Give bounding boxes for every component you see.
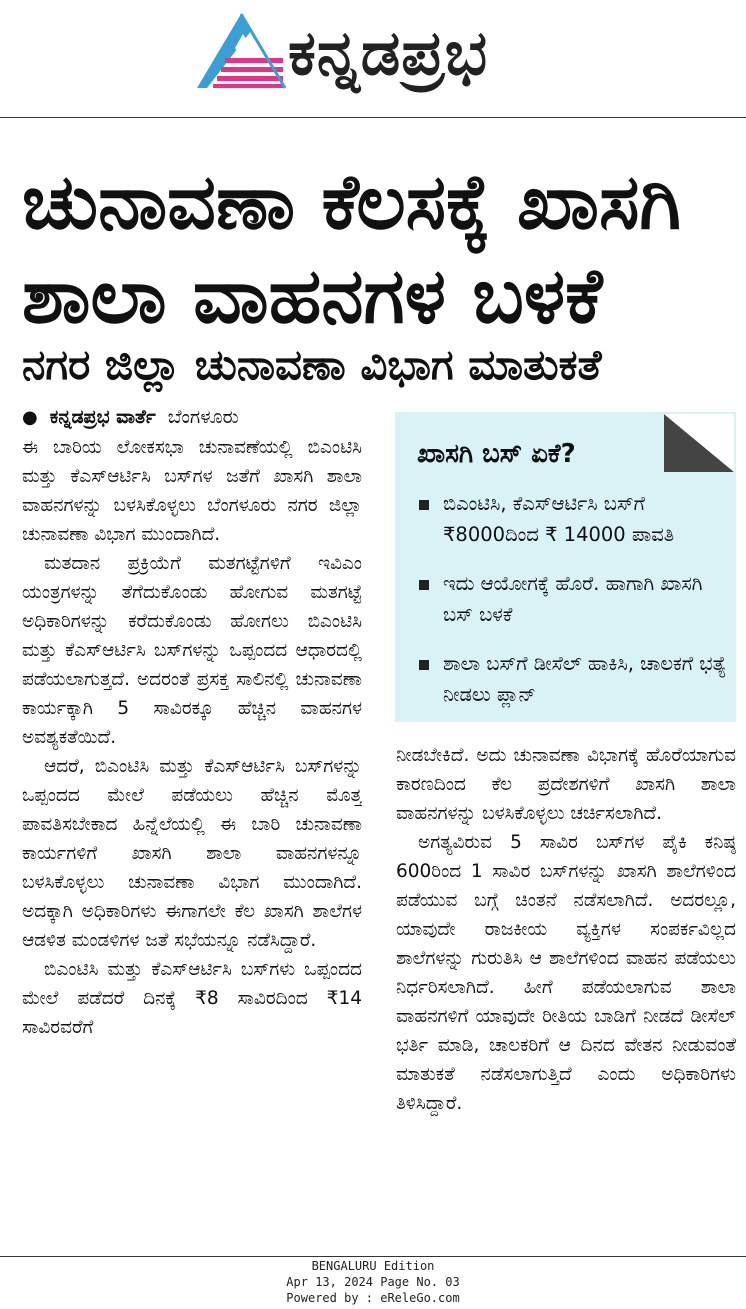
paragraph: ಮತದಾನ ಪ್ರಕ್ರಿಯೆಗೆ ಮತಗಟ್ಟೆಗಳಿಗೆ ಇವಿಎಂ ಯಂತ್ರಗಳನ್ನು ತೆಗೆದುಕೊಂಡು ಹೋಗುವ ಮತಗಟ್ಟೆ ಅಧಿಕಾರಿಗಳನ್ನು ಕರೆದುಕೊಂಡು ಹೋಗಲು ಬಿಎಂಟಿಸಿ ಮತ್ತು ಕೆಎಸ್ಆರ್ಟಿಸಿ ಬಸ್‌ಗಳನ್ನು ಒಪ್ಪಂದದ ಆಧಾರದಲ್ಲಿ ಪಡೆಯಲಾಗುತ್ತದೆ. ಅದರಂತೆ ಪ್ರಸಕ್ತ ಸಾಲಿನಲ್ಲಿ ಚುನಾವಣಾ ಕಾರ್ಯಕ್ಕಾಗಿ 5 ಸಾವಿರಕ್ಕೂ ಹೆಚ್ಚಿನ ವಾಹನಗಳ ಅವಶ್ಯಕತೆಯಿದೆ. bbox=[22, 553, 362, 748]
byline-place: ಬೆಂಗಳೂರು bbox=[167, 406, 239, 428]
sidebar-item-text: ಇದು ಆಯೋಗಕ್ಕೆ ಹೊರೆ. ಹಾಗಾಗಿ ಖಾಸಗಿ ಬಸ್ ಬಳಕೆ bbox=[443, 572, 703, 626]
list-item bbox=[417, 568, 727, 630]
paragraph: ಆದರೆ, ಬಿಎಂಟಿಸಿ ಮತ್ತು ಕೆಎಸ್ಆರ್ಟಿಸಿ ಬಸ್‌ಗಳನ್ನು ಒಪ್ಪಂದದ ಮೇಲೆ ಪಡೆಯಲು ಹೆಚ್ಚಿನ ಮೊತ್ತ ಪಾವತಿಸಬೇಕಾದ ಹಿನ್ನೆಲೆಯಲ್ಲಿ ಈ ಬಾರಿ ಚುನಾವಣಾ ಕಾರ್ಯಗಳಿಗೆ ಖಾಸಗಿ ಶಾಲಾ ವಾಹನಗಳನ್ನೂ ಬಳಸಿಕೊಳ್ಳಲು ಚುನಾವಣಾ ವಿಭಾಗ ಮುಂದಾಗಿದೆ. ಅದಕ್ಕಾಗಿ ಅಧಿಕಾರಿಗಳು ಈಗಾಗಲೇ ಕೆಲ ಖಾಸಗಿ ಶಾಲೆಗಳ ಆಡಳಿತ ಮಂಡಳಿಗಳ ಜತೆ ಸಭೆಯನ್ನೂ ನಡೆಸಿದ್ದಾರೆ. bbox=[22, 756, 362, 951]
square-bullet-icon bbox=[419, 580, 429, 590]
headline-line-2: ಶಾಲಾ ವಾಹನಗಳ ಬಳಕೆ bbox=[22, 251, 603, 340]
square-bullet-icon bbox=[419, 660, 429, 670]
paragraph: ಈ ಬಾರಿಯ ಲೋಕಸಭಾ ಚುನಾವಣೆಯಲ್ಲಿ ಬಿಎಂಟಿಸಿ ಮತ್ತು ಕೆಎಸ್ಆರ್ಟಿಸಿ ಬಸ್‌ಗಳ ಜತೆಗೆ ಖಾಸಗಿ ಶಾಲಾ ವಾಹನಗಳನ್ನು ಬಳಸಿಕೊಳ್ಳಲು ಬೆಂಗಳೂರು ನಗರ ಜಿಲ್ಲಾ ಚುನಾವಣಾ ವಿಭಾಗ ಮುಂದಾಗಿದೆ. bbox=[22, 437, 362, 545]
masthead-divider bbox=[0, 117, 746, 118]
article-column-right bbox=[396, 741, 736, 1251]
paragraph: ಬಿಎಂಟಿಸಿ ಮತ್ತು ಕೆಎಸ್ಆರ್ಟಿಸಿ ಬಸ್‌ಗಳು ಒಪ್ಪಂದದ ಮೇಲೆ ಪಡೆದರೆ ದಿನಕ್ಕೆ ₹8 ಸಾವಿರದಿಂದ ₹14 ಸಾವಿರವರೆಗೆ bbox=[22, 959, 362, 1038]
byline-source: ಕನ್ನಡಪ್ರಭ ವಾರ್ತೆ bbox=[49, 406, 156, 428]
byline bbox=[22, 402, 382, 433]
headline-line-1: ಚುನಾವಣಾ ಕೆಲಸಕ್ಕೆ ಖಾಸಗಿ bbox=[22, 157, 681, 246]
page-curl-corner-icon bbox=[664, 414, 734, 472]
square-bullet-icon bbox=[419, 500, 429, 510]
article-column-left bbox=[22, 433, 362, 1248]
paragraph: ಅಗತ್ಯವಿರುವ 5 ಸಾವಿರ ಬಸ್‌ಗಳ ಪೈಕಿ ಕನಿಷ್ಠ 600ರಿಂದ 1 ಸಾವಿರ ಬಸ್‌ಗಳನ್ನು ಖಾಸಗಿ ಶಾಲೆಗಳಿಂದ ಪಡೆಯುವ ಬಗ್ಗೆ ಚಿಂತನೆ ನಡೆಸಲಾಗಿದೆ. ಅದರಲ್ಲೂ, ಯಾವುದೇ ರಾಜಕೀಯ ವ್ಯಕ್ತಿಗಳ ಸಂಪರ್ಕವಿಲ್ಲದ ಶಾಲೆಗಳನ್ನು ಗುರುತಿಸಿ ಆ ಶಾಲೆಗಳಿಂದ ವಾಹನ ಪಡೆಯಲು ನಿರ್ಧರಿಸಲಾಗಿದೆ. ಹೀಗೆ ಪಡೆಯಲಾಗುವ ಶಾಲಾ ವಾಹನಗಳಿಗೆ ಯಾವುದೇ ರೀತಿಯ ಬಾಡಿಗೆ ನೀಡದೆ ಡೀಸೆಲ್ ಭರ್ತಿ ಮಾಡಿ, ಚಾಲಕರಿಗೆ ಆ ದಿನದ ವೇತನ ನೀಡುವಂತೆ ಮಾತುಕತೆ ನಡೆಸಲಾಗುತ್ತಿದೆ ಎಂದು ಅಧಿಕಾರಿಗಳು ತಿಳಿಸಿದ್ದಾರೆ. bbox=[396, 832, 736, 1114]
byline-bullet-icon: ● bbox=[22, 407, 38, 428]
sidebar-box bbox=[395, 412, 736, 722]
sidebar-title: ಖಾಸಗಿ ಬಸ್ ಏಕೆ? bbox=[417, 439, 576, 469]
edition-footer bbox=[0, 1258, 746, 1306]
footer-divider bbox=[0, 1256, 746, 1257]
list-item bbox=[417, 488, 727, 550]
subheadline: ನಗರ ಜಿಲ್ಲಾ ಚುನಾವಣಾ ವಿಭಾಗ ಮಾತುಕತೆ bbox=[22, 340, 602, 389]
masthead-logo-text: ಕನ್ನಡಪ್ರಭ bbox=[288, 16, 489, 89]
masthead bbox=[0, 0, 746, 118]
footer-edition: BENGALURU Edition bbox=[311, 1259, 435, 1273]
sidebar-list bbox=[417, 488, 727, 728]
paragraph: ನೀಡಬೇಕಿದೆ. ಅದು ಚುನಾವಣಾ ವಿಭಾಗಕ್ಕೆ ಹೊರೆಯಾಗುವ ಕಾರಣದಿಂದ ಕೆಲ ಪ್ರದೇಶಗಳಿಗೆ ಖಾಸಗಿ ಶಾಲಾ ವಾಹನಗಳನ್ನು ಬಳಸಿಕೊಳ್ಳಲು ಚರ್ಚಿಸಲಾಗಿದೆ. bbox=[396, 745, 736, 824]
sidebar-item-text: ಬಿಎಂಟಿಸಿ, ಕೆಎಸ್ಆರ್ಟಿಸಿ ಬಸ್‌ಗೆ ₹8000ದಿಂದ ₹ 14000 ಪಾವತಿ bbox=[443, 492, 675, 546]
footer-date-page: Apr 13, 2024 Page No. 03 bbox=[286, 1275, 460, 1289]
list-item bbox=[417, 648, 727, 710]
sidebar-item-text: ಶಾಲಾ ಬಸ್‌ಗೆ ಡೀಸೆಲ್ ಹಾಕಿಸಿ, ಚಾಲಕಗೆ ಭತ್ಯೆ ನೀಡಲು ಪ್ಲಾನ್ bbox=[443, 652, 727, 706]
footer-powered-by[interactable]: Powered by : eReleGo.com bbox=[286, 1291, 460, 1305]
kannadaprabha-logo-icon bbox=[195, 12, 287, 90]
